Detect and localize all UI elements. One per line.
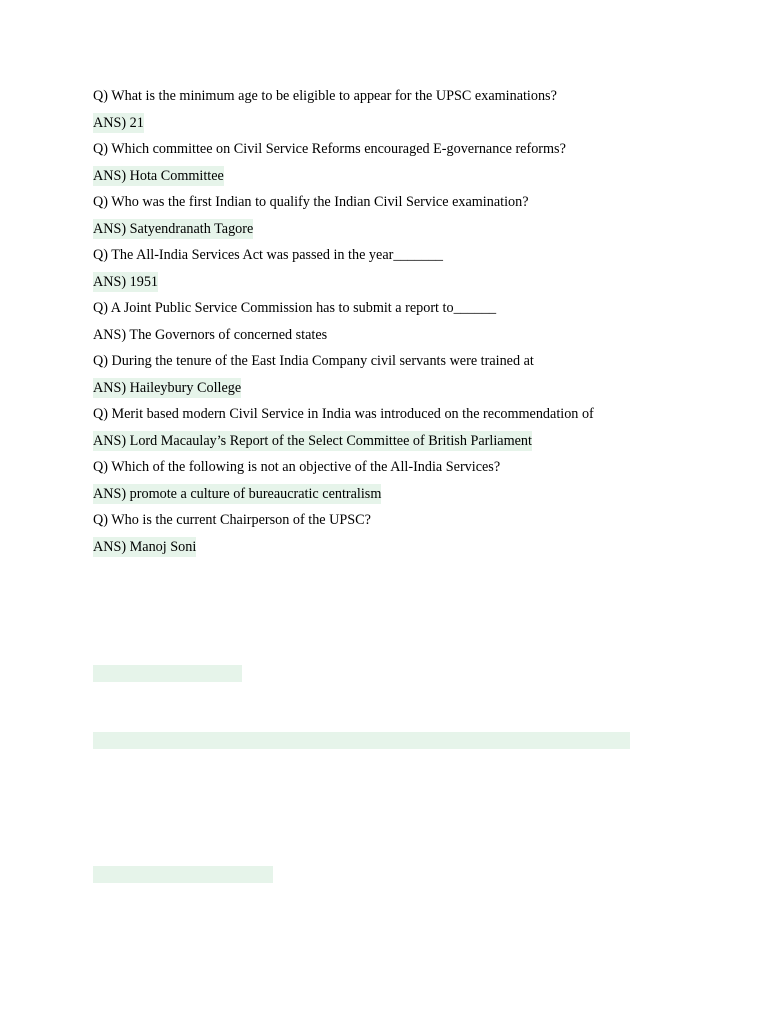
answer-line (93, 272, 673, 299)
empty-highlight-bar (93, 665, 242, 682)
answer-line (93, 378, 673, 405)
question-text: Q) During the tenure of the East India Company civil servants were trained at (93, 353, 534, 369)
answer-text: ANS) 21 (93, 114, 144, 131)
question-text: Q) Who is the current Chairperson of the UPSC? (93, 512, 371, 528)
question-line (93, 457, 673, 484)
question-text: Q) Which committee on Civil Service Reforms encouraged E-governance reforms? (93, 141, 566, 157)
question-line (93, 404, 673, 431)
question-line (93, 245, 673, 272)
answer-line (93, 325, 673, 352)
answer-text: ANS) Lord Macaulay’s Report of the Select Committee of British Parliament (93, 432, 532, 449)
answer-text: ANS) Manoj Soni (93, 538, 197, 555)
question-line (93, 351, 673, 378)
question-text: Q) What is the minimum age to be eligible to appear for the UPSC examinations? (93, 88, 557, 104)
question-text: Q) The All-India Services Act was passed in the year_______ (93, 247, 444, 263)
answer-line (93, 484, 673, 511)
answer-text: ANS) 1951 (93, 273, 159, 290)
answer-line (93, 537, 673, 564)
question-line (93, 139, 673, 166)
question-line (93, 192, 673, 219)
answer-text: ANS) Satyendranath Tagore (93, 220, 254, 237)
question-text: Q) Which of the following is not an objective of the All-India Services? (93, 459, 501, 475)
question-line (93, 86, 673, 113)
answer-line (93, 166, 673, 193)
answer-line (93, 113, 673, 140)
question-line (93, 510, 673, 537)
qa-list (93, 86, 673, 563)
answer-line (93, 431, 673, 458)
question-text: Q) A Joint Public Service Commission has to submit a report to______ (93, 300, 497, 316)
answer-text: ANS) Hota Committee (93, 167, 224, 184)
answer-line (93, 219, 673, 246)
answer-text: ANS) Haileybury College (93, 379, 242, 396)
question-text: Q) Who was the first Indian to qualify the Indian Civil Service examination? (93, 194, 529, 210)
question-text: Q) Merit based modern Civil Service in India was introduced on the recommendation of (93, 406, 594, 422)
empty-highlight-bar (93, 732, 630, 749)
question-line (93, 298, 673, 325)
answer-text: ANS) promote a culture of bureaucratic centralism (93, 485, 382, 502)
empty-highlight-bar (93, 866, 273, 883)
answer-text: ANS) The Governors of concerned states (93, 326, 328, 343)
